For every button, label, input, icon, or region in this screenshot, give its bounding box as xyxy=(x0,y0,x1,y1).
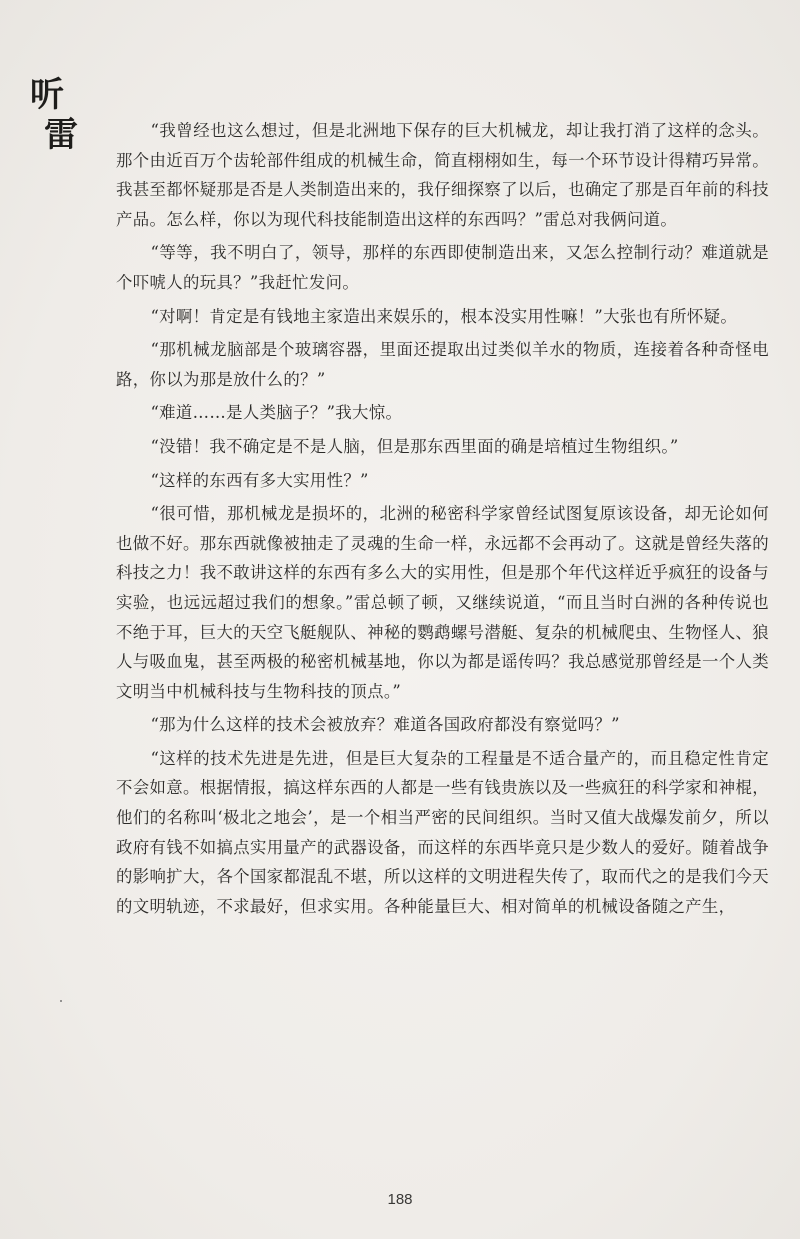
paragraph: “对啊！肯定是有钱地主家造出来娱乐的，根本没实用性嘛！”大张也有所怀疑。 xyxy=(150,306,738,326)
side-title-char-2: 雷 xyxy=(44,114,78,155)
side-title-char-1: 听 xyxy=(30,75,64,115)
chapter-side-title xyxy=(30,75,90,155)
paragraph: “那为什么这样的技术会被放弃？难道各国政府都没有察觉吗？” xyxy=(150,715,620,735)
paragraph: “这样的技术先进是先进，但是巨大复杂的工程量是不适合量产的，而且稳定性肯定不会如意。根据情报，搞这样东西的人都是一些有钱贵族以及一些疯狂的科学家和神棍，他们的名称叫‘极北之地会’，是一个相当严密的民间组织。当时又值大战爆发前夕，所以政府有钱不如搞点实用量产的武器设备，而这样的东西毕竟只是少数人的爱好。随着战争的影响扩大，各个国家都混乱不堪，所以这样的文明进程失传了，取而代之的是我们今天的文明轨迹，不求最好，但求实用。各种能量巨大、相对简单的机械设备随之产生， xyxy=(116,748,769,916)
paragraph: “没错！我不确定是不是人脑，但是那东西里面的确是培植过生物组织。” xyxy=(150,436,679,456)
paragraph: “等等，我不明白了，领导，那样的东西即使制造出来，又怎么控制行动？难道就是个吓唬人的玩具？”我赶忙发问。 xyxy=(116,243,769,292)
margin-speck xyxy=(60,1000,62,1002)
body-text xyxy=(116,116,769,925)
paragraph: “难道……是人类脑子？”我大惊。 xyxy=(150,403,403,423)
paragraph: “很可惜，那机械龙是损坏的，北洲的秘密科学家曾经试图复原该设备，却无论如何也做不好。那东西就像被抽走了灵魂的生命一样，永远都不会再动了。这就是曾经失落的科技之力！我不敢讲这样的东西有多么大的实用性，但是那个年代这样近乎疯狂的设备与实验，也远远超过我们的想象。”雷总顿了顿，又继续说道，“而且当时白洲的各种传说也不绝于耳，巨大的天空飞艇舰队、神秘的鹦鹉螺号潜艇、复杂的机械爬虫、生物怪人、狼人与吸血鬼，甚至两极的秘密机械基地，你以为都是谣传吗？我总感觉那曾经是一个人类文明当中机械科技与生物科技的顶点。” xyxy=(116,504,769,701)
paragraph: “那机械龙脑部是个玻璃容器，里面还提取出过类似羊水的物质，连接着各种奇怪电路，你以为那是放什么的？” xyxy=(116,340,769,389)
page-number: 188 xyxy=(387,1191,413,1208)
paragraph: “我曾经也这么想过，但是北洲地下保存的巨大机械龙，却让我打消了这样的念头。那个由近百万个齿轮部件组成的机械生命，简直栩栩如生，每一个环节设计得精巧异常。我甚至都怀疑那是否是人类制造出来的，我仔细探察了以后，也确定了那是百年前的科技产品。怎么样，你以为现代科技能制造出这样的东西吗？”雷总对我俩问道。 xyxy=(116,121,769,229)
paragraph: “这样的东西有多大实用性？” xyxy=(150,470,369,490)
